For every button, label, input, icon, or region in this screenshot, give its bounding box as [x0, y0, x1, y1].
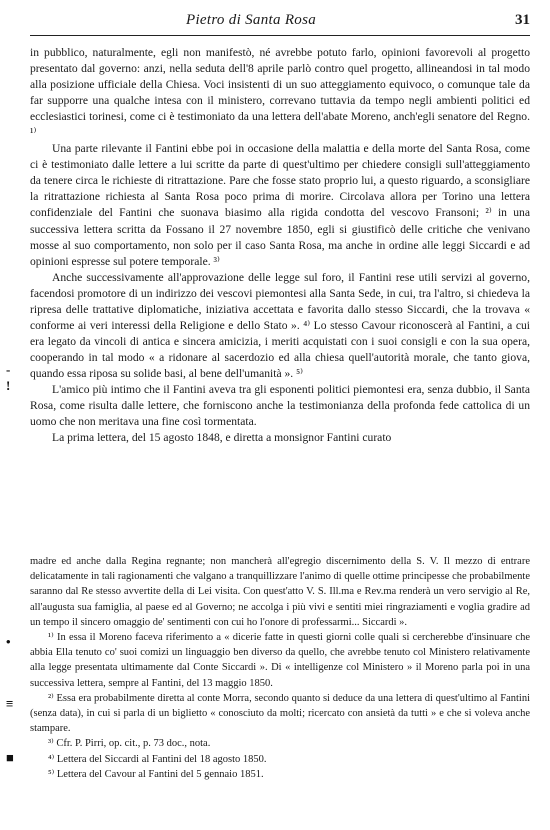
footnote-2: ²⁾ Essa era probabilmente diretta al conte Morra, secondo quanto si deduce da una lettera di quest'ultimo al Fantini (senza data), in cui si parla di un biglietto « conosciuto da molti; ricercato con ansietà da tutti » e che si voleva anche stampare.: [30, 692, 530, 735]
page-header: [0, 2, 550, 36]
paragraph: L'amico più intimo che il Fantini aveva tra gli esponenti politici piemontesi era, senza dubbio, il Santa Rosa, come risulta dalle lettere, che forniscono anche la testimonianza della profonda fede cattolica di un uomo che non meritava una fine così tormentata.: [30, 382, 530, 429]
main-text: [30, 45, 530, 446]
paragraph: in pubblico, naturalmente, egli non manifestò, né avrebbe potuto farlo, opinioni favorevoli al progetto presentato dal governo: anzi, nella seduta dell'8 aprile parlò contro quel progetto, allineandosi in tal modo alla posizione ufficiale della Chiesa. Voci insistenti di un suo atteggiamento equivoco, o comunque tale da far supporre una qualche intesa con il ministero, correvano tuttavia da tempo negli ambienti politici ed ecclesiastici torinesi, come ci è testimoniato da una lettera dell'abate Moreno, anch'egli senatore del Regno. ¹⁾: [30, 46, 530, 140]
footnote-continuation: madre ed anche dalla Regina regnante; non mancherà all'egregio discernimento della S. V. Il mezzo di entrare delicatamente in tali ragionamenti che valgano a tranquillizzare l'animo di quelle ottime principesse che probabilmente saranno dal Re stesso avvertite della di Lei visita. Con quest'atto V. S. Ill.ma e Rev.ma renderà un vero servigio al Re, all'augusta sua famiglia, al paese ed al Governo; ne accolga i più vivi e sentiti miei ringraziamenti e voglia gradire ad un tempo il sincero omaggio de' sentimenti con cui ho l'onore di professarmi... Siccardi ».: [30, 556, 530, 628]
page-number: 31: [515, 12, 530, 28]
paragraph: Anche successivamente all'approvazione delle legge sul foro, il Fantini rese utili servizi al governo, facendosi promotore di un indirizzo dei vescovi piemontesi alla Santa Sede, in cui, tra l'altro, si chiedeva la ripresa delle trattative diplomatiche, iniziativa accettata e favorita dallo stesso Siccardi, che la trovava « conforme ai veri interessi della Religione e dello Stato ». ⁴⁾ Lo stesso Cavour riconoscerà al Fantini, a cui era legato da vincoli di antica e sincera amicizia, i meriti acquistati con i suoi consigli e con la sua opera, cooperando in tal modo « a ridonare al sacerdozio ed alla chiesa quell'autorità morale, che tanto giova, quando essa riposa su solide basi, al bene dell'umanità ». ⁵⁾: [30, 270, 530, 380]
header-rule: [30, 35, 530, 36]
margin-mark: ■: [6, 750, 14, 765]
paragraph: Una parte rilevante il Fantini ebbe poi in occasione della malattia e della morte del Santa Rosa, come ci è testimoniato dalle lettere a lui scritte da parte di quest'ultimo per chiedere consigli sull'atteggiamento da tenere circa le richieste di ritrattazione. Pare che fosse stato proprio lui, a questo riguardo, a sconsigliare la ritrattazione richiesta al Santa Rosa poco prima di morire. Circolava allora per Torino una lettera confidenziale del Fantini che suonava biasimo alla rigida condotta del vescovo Fransoni; ²⁾ in una successiva lettera scritta da Fossano il 27 novembre 1850, egli si giustificò delle critiche che venivano mosse al suo comportamento, non solo per il caso Santa Rosa, ma anche in ordine alle leggi Siccardi e ad opinioni espresse sul potere temporale. ³⁾: [30, 142, 530, 268]
footnote-5: ⁵⁾ Lettera del Cavour al Fantini del 5 gennaio 1851.: [48, 768, 264, 780]
running-head: Pietro di Santa Rosa: [186, 12, 317, 28]
footnote-3: ³⁾ Cfr. P. Pirri, op. cit., p. 73 doc., nota.: [48, 738, 211, 750]
footnote-4: ⁴⁾ Lettera del Siccardi al Fantini del 18 agosto 1850.: [48, 753, 267, 765]
footnote-1: ¹⁾ In essa il Moreno faceva riferimento a « dicerie fatte in questi giorni colle quali si cercherebbe d'insinuare che abbia Ella tenuto co' suoi comizi un linguaggio ben diverso da quello, che avrebbe tenuto col Ministero relativamente alla legge presentata ultimamente dal Conte Siccardi ». Di « intelligenze col Ministero » il Moreno parla poi in una successiva lettera, sempre al Fantini, del 13 maggio 1850.: [30, 632, 530, 689]
margin-mark: ≡: [6, 696, 14, 711]
margin-mark: -: [6, 362, 11, 377]
margin-mark: •: [6, 634, 11, 649]
margin-mark: !: [6, 378, 11, 393]
footnotes: [30, 554, 530, 782]
paragraph: La prima lettera, del 15 agosto 1848, e diretta a monsignor Fantini curato: [52, 431, 392, 445]
